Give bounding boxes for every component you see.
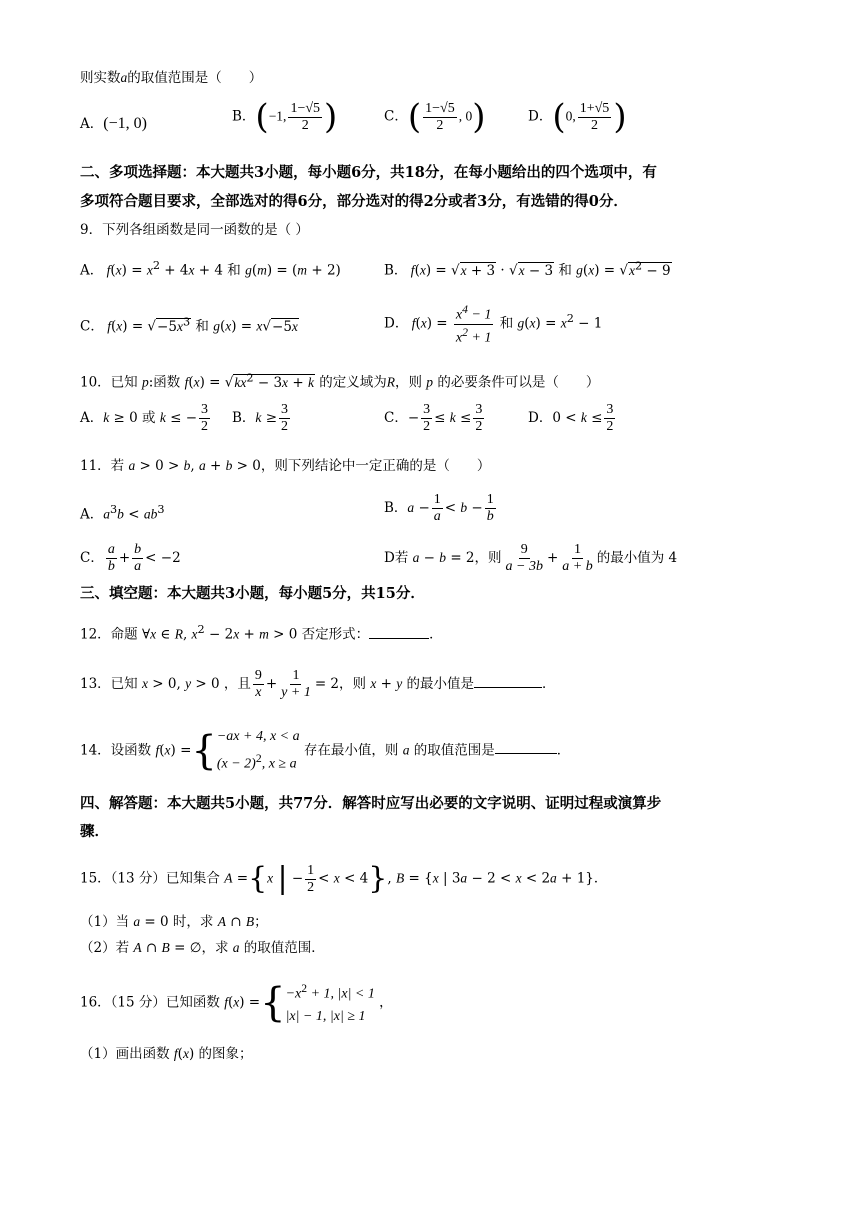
q8-option-a: A．(−1, 0) (80, 115, 147, 132)
q16-part1: （1）画出函数 f(x) 的图象； (80, 1046, 253, 1062)
section4-title-line2: 骤． (80, 823, 109, 840)
q8-option-d: D．(0, $\frac{1+√5}{2}$ ) (528, 97, 627, 137)
q9-option-b: B． f(x) = √x + 3 · √x − 3 和 $g(x) = √x^2 - 9$ (384, 259, 671, 279)
q9-stem: 9．下列各组函数是同一函数的是（ ） (80, 222, 309, 238)
section2-title-line2: 多项符合题目要求，全部选对的得6分，部分选对的得2分或者3分，有选错的得0分． (80, 193, 628, 210)
q8-option-b: B．(−1, $\frac{1-√5}{2}$ ) (232, 97, 338, 137)
q16-stem: 16．（15 分）已知函数 f(x) ={ $-x^2 + 1$, |x| < 1 |x| − 1, |x| ≥ 1 ， (80, 979, 393, 1026)
q14-stem: 14．设函数 f(x) ={ −ax + 4, x < a $(x - 2)^2$, x ≥ a 存在最小值，则 a 的取值范围是 ． (80, 727, 571, 774)
q13-stem: 13．已知 x > 0, y > 0 ，且 $\frac{9}{x}$ + $\frac{1}{y + 1}$ = 2，则 x + y 的最小值是 ． (80, 668, 556, 700)
q15-stem: 15．（13 分）已知集合 A ={x | − $\frac{1}{2}$ < x < 4}, B = {x | 3a − 2 < x < 2a + 1}． (80, 861, 608, 896)
q11-option-d: D若 a − b = 2，则 $\frac{9}{a - 3b}$ + $\frac{1}{a + b}$ 的最小值为 4 (384, 542, 678, 574)
q9-option-d: D． f(x) = $\frac{x^4 - 1}{x^2 + 1}$ 和 $g(x) = x^2 - 1$ (384, 303, 603, 346)
section2-title-line1: 二、多项选择题：本大题共3小题，每小题6分，共18分，在每小题给出的四个选项中，有 (80, 164, 657, 181)
q9-option-a: A． $f(x) = x^2 + 4x + 4$ 和 g(m) = (m + 2) (80, 259, 341, 279)
q10-stem: 10．已知 p:函数 $f(x) = √kx^2 - 3x + k$ 的定义域为R，则 p 的必要条件可以是（ ） (80, 371, 600, 391)
section4-title-line1: 四、解答题：本大题共5小题，共77分．解答时应写出必要的文字说明、证明过程或演算步 (80, 795, 662, 812)
section3-title: 三、填空题：本大题共3小题，每小题5分，共15分． (80, 585, 425, 602)
q12-stem: 12．命题 ∀x ∈ R, $x^2 - 2x + m > 0$ 否定形式： ． (80, 623, 443, 643)
q11-option-b: B．a − $\frac{1}{a}$ < b − $\frac{1}{b}$ (384, 492, 494, 524)
q8-option-c: C．( $\frac{1-√5}{2}$ , 0) (384, 97, 486, 137)
q11-option-c: C． $\frac{a}{b}$ + $\frac{b}{a}$ < −2 (80, 542, 181, 574)
q10-option-d: D．0 < k ≤ $\frac{3}{2}$ (528, 402, 614, 434)
q11-option-a: A．$a^3b < ab^3$ (80, 503, 165, 523)
q10-option-a: A．k ≥ 0 或 k ≤ − $\frac{3}{2}$ (80, 402, 209, 434)
q15-part2: （2）若 A ∩ B = ∅，求 a 的取值范围． (80, 940, 325, 956)
q10-option-c: C．− $\frac{3}{2}$ ≤ k ≤ $\frac{3}{2}$ (384, 402, 483, 434)
q15-part1: （1）当 a = 0 时，求 A ∩ B； (80, 914, 268, 930)
q9-option-c: C． $f(x) = √-5x^3$ 和 g(x) = x√−5x (80, 315, 298, 335)
q11-stem: 11．若 a > 0 > b, a + b > 0，则下列结论中一定正确的是（ ） (80, 458, 491, 474)
q10-option-b: B．k ≥ $\frac{3}{2}$ (232, 402, 289, 434)
q8-stem: 则实数a的取值范围是（ ） (80, 70, 263, 86)
